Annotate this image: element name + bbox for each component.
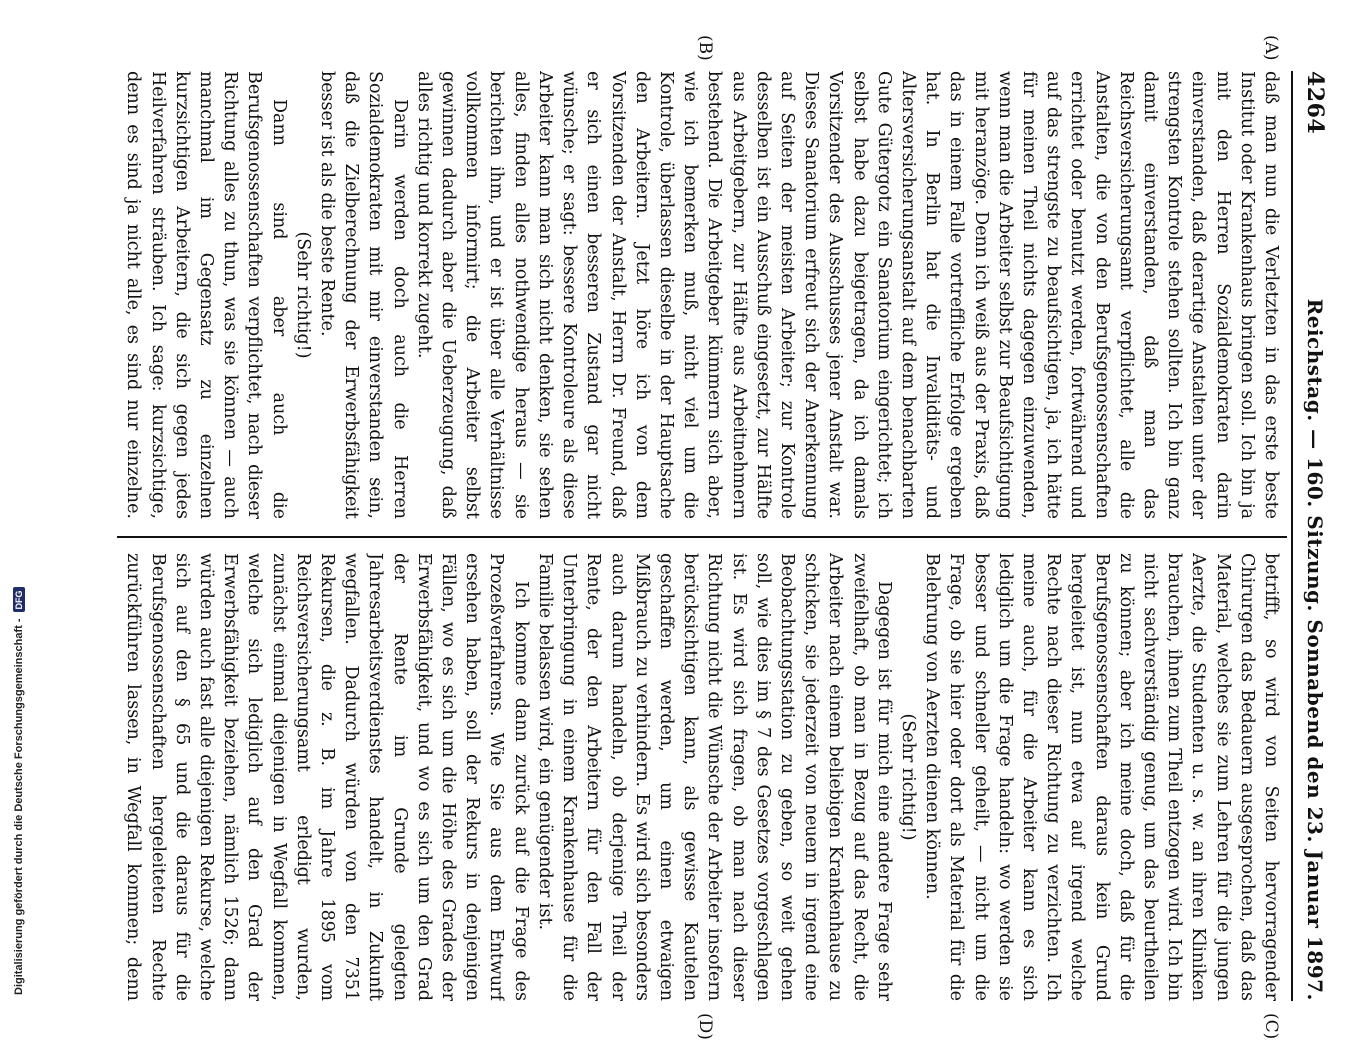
paragraph: daß man nun die Verletzten in das erste beste Institut oder Krankenhaus bringen soll. Ich bin ja mit den Herren Sozialdemokraten darin einverstanden, daß derartige Anstalten unter der strengsten Kontrole stehen sollten. Ich bin ganz damit einverstanden, daß man das Reichsversicherungsamt verpflichtet, alle die Anstalten, die von den Berufsgenossenschaften errichtet oder benutzt werden, fortwährend und auf das strengste zu beaufsichtigen, ja, ich hätte für meinen Theil nichts dagegen einzuwenden, wenn man die Arbeiter selbst zur Beaufsichtigung mit heranzöge. Denn ich weiß aus der Praxis, daß das in einem Falle vortreffliche Erfolge ergeben hat. In Berlin hat die Invaliditäts- und Altersversicherungsanstalt auf dem benachbarten Gute Gütergotz ein Sanatorium eingerichtet; ich selbst habe dazu beigetragen, da ich damals Vorsitzender des Ausschusses jener Anstalt war. Dieses Sanatorium erfreut sich der Anerkennung auf Seiten der meisten Arbeiter; zur Kontrole desselben ist ein Ausschuß eingesetzt, zur Hälfte aus Arbeitgebern, zur Hälfte aus Arbeitnehmern bestehend. Die Arbeitgeber kümmern sich aber, wie ich bemerken muß, nicht viel um die Kontrole, überlassen dieselbe in der Hauptsache den Arbeitern. Jetzt höre ich von dem Vorsitzenden der Anstalt, Herrn Dr. Freund, daß er sich einen besseren Zustand gar nicht wünsche; er sagt: bessere Kontroleure als diese Arbeiter kann man sich nicht denken, sie sehen alles, finden alles nothwendige heraus — sie berichten ihm, und er ist über alle Verhältnisse vollkommen informirt; die Arbeiter selbst gewinnen dadurch aber die Ueberzeugung, daß alles richtig und korrekt zugeht. <box>413 71 1281 519</box>
credit-text: Digitalisierung gefördert durch die Deutsche Forschungsgemeinschaft - <box>13 618 25 995</box>
rotated-newspaper-page <box>110 35 1335 1040</box>
digitization-credit <box>10 0 28 995</box>
running-title: Reichstag. — 160. Sitzung. Sonnabend den 23. Januar 1897. <box>1303 298 1327 1001</box>
interjection: (Sehr richtig!) <box>897 713 918 841</box>
scanned-page <box>25 25 1328 1040</box>
margin-marker-c: (C) <box>1261 1013 1281 1040</box>
left-column <box>123 71 1283 519</box>
header-rule <box>1291 71 1293 1001</box>
right-column <box>123 553 1283 1001</box>
paragraph: Ich komme dann zurück auf die Frage des Prozeßverfahrens. Wie Sie aus dem Entwurf ersehen haben, soll der Rekurs in denjenigen Fällen, wo es sich um die Höhe des Grades der Erwerbsfähigkeit, und wo es sich um den Grad der Rente im Grunde gelegten Jahresarbeitsverdienstes handelt, in Zukunft wegfallen. Dadurch würden von den 7351 Rekursen, die z. B. im Jahre 1895 vom Reichsversicherungsamt erledigt wurden, zunächst einmal diejenigen in Wegfall kommen, welche sich lediglich auf den Grad der Erwerbsfähigkeit beziehen, nämlich 1526; dann würden auch fast alle diejenigen Rekurse, welche sich auf den § 65 und die daraus für die Berufsgenossenschaften hergeleiteten Rechte zurückführen lassen, in Wegfall kommen; denn <box>123 553 531 1001</box>
margin-marker-a: (A) <box>1261 35 1281 61</box>
page-number: 4264 <box>1302 71 1328 135</box>
interjection: (Sehr richtig!) <box>292 231 313 359</box>
paragraph: Dagegen ist für mich eine andere Frage sehr zweifelhaft, ob man in Bezug auf das Recht, die Arbeiter nach einem beliebigen Krankenhause zu schicken, sie jederzeit von neuem in irgend eine Beobachtungsstation zu geben, so weit gehen soll, wie dies im § 7 des Gesetzes vorgeschlagen ist. Es wird sich fragen, ob man nach dieser Richtung nicht die Wünsche der Arbeiter insofern berücksichtigen kann, als gewisse Kautelen geschaffen werden, um einen etwaigen Mißbrauch zu verhindern. Es wird sich besonders auch darum handeln, ob derjenige Theil der Rente, der den Arbeitern für den Fall der Unterbringung in einem Krankenhause für die Familie belassen wird, ein genügender ist. <box>534 553 894 1001</box>
paragraph: Darin werden doch auch die Herren Sozialdemokraten mit mir einverstanden sein, daß die Zielberechnung der Erwerbsfähigkeit besser ist als die beste Rente. <box>317 71 410 519</box>
dfg-logo: DFG <box>13 587 25 612</box>
page-header <box>1295 71 1335 1001</box>
column-divider <box>117 536 1287 538</box>
margin-marker-b: (B) <box>695 35 715 61</box>
paragraph: betrifft, so wird von Seiten hervorragender Chirurgen das Bedauern ausgesprochen, daß das Material, welches sie zum Lehren für die jungen Aerzte, die Studenten u. s. w. an ihren Kliniken brauchen, ihnen zum Theil entzogen wird. Ich bin nicht sachverständig genug, um das beurtheilen zu können; aber ich meine doch, daß für die Berufsgenossenschaften daraus kein Grund hergeleitet ist, nun etwa auf irgend welche Rechte nach dieser Richtung zu verzichten. Ich meine auch, für die Arbeiter kann es sich lediglich um die Frage handeln: wo werden sie besser und schneller geheilt, — nicht um die Frage, ob sie hier oder dort als Material für die Belehrung von Aerzten dienen können. <box>922 553 1281 1001</box>
margin-marker-d: (D) <box>695 1013 715 1040</box>
paragraph: Dann sind aber auch die Berufsgenossenschaften verpflichtet, nach dieser Richtung alles zu thun, was sie können — auch manchmal im Gegensatz zu einzelnen kurzsichtigen Arbeitern, die sich gegen jedes Heilverfahren sträuben. Ich sage: kurzsichtige, denn es sind ja nicht alle, es sind nur einzelne. <box>123 71 289 519</box>
